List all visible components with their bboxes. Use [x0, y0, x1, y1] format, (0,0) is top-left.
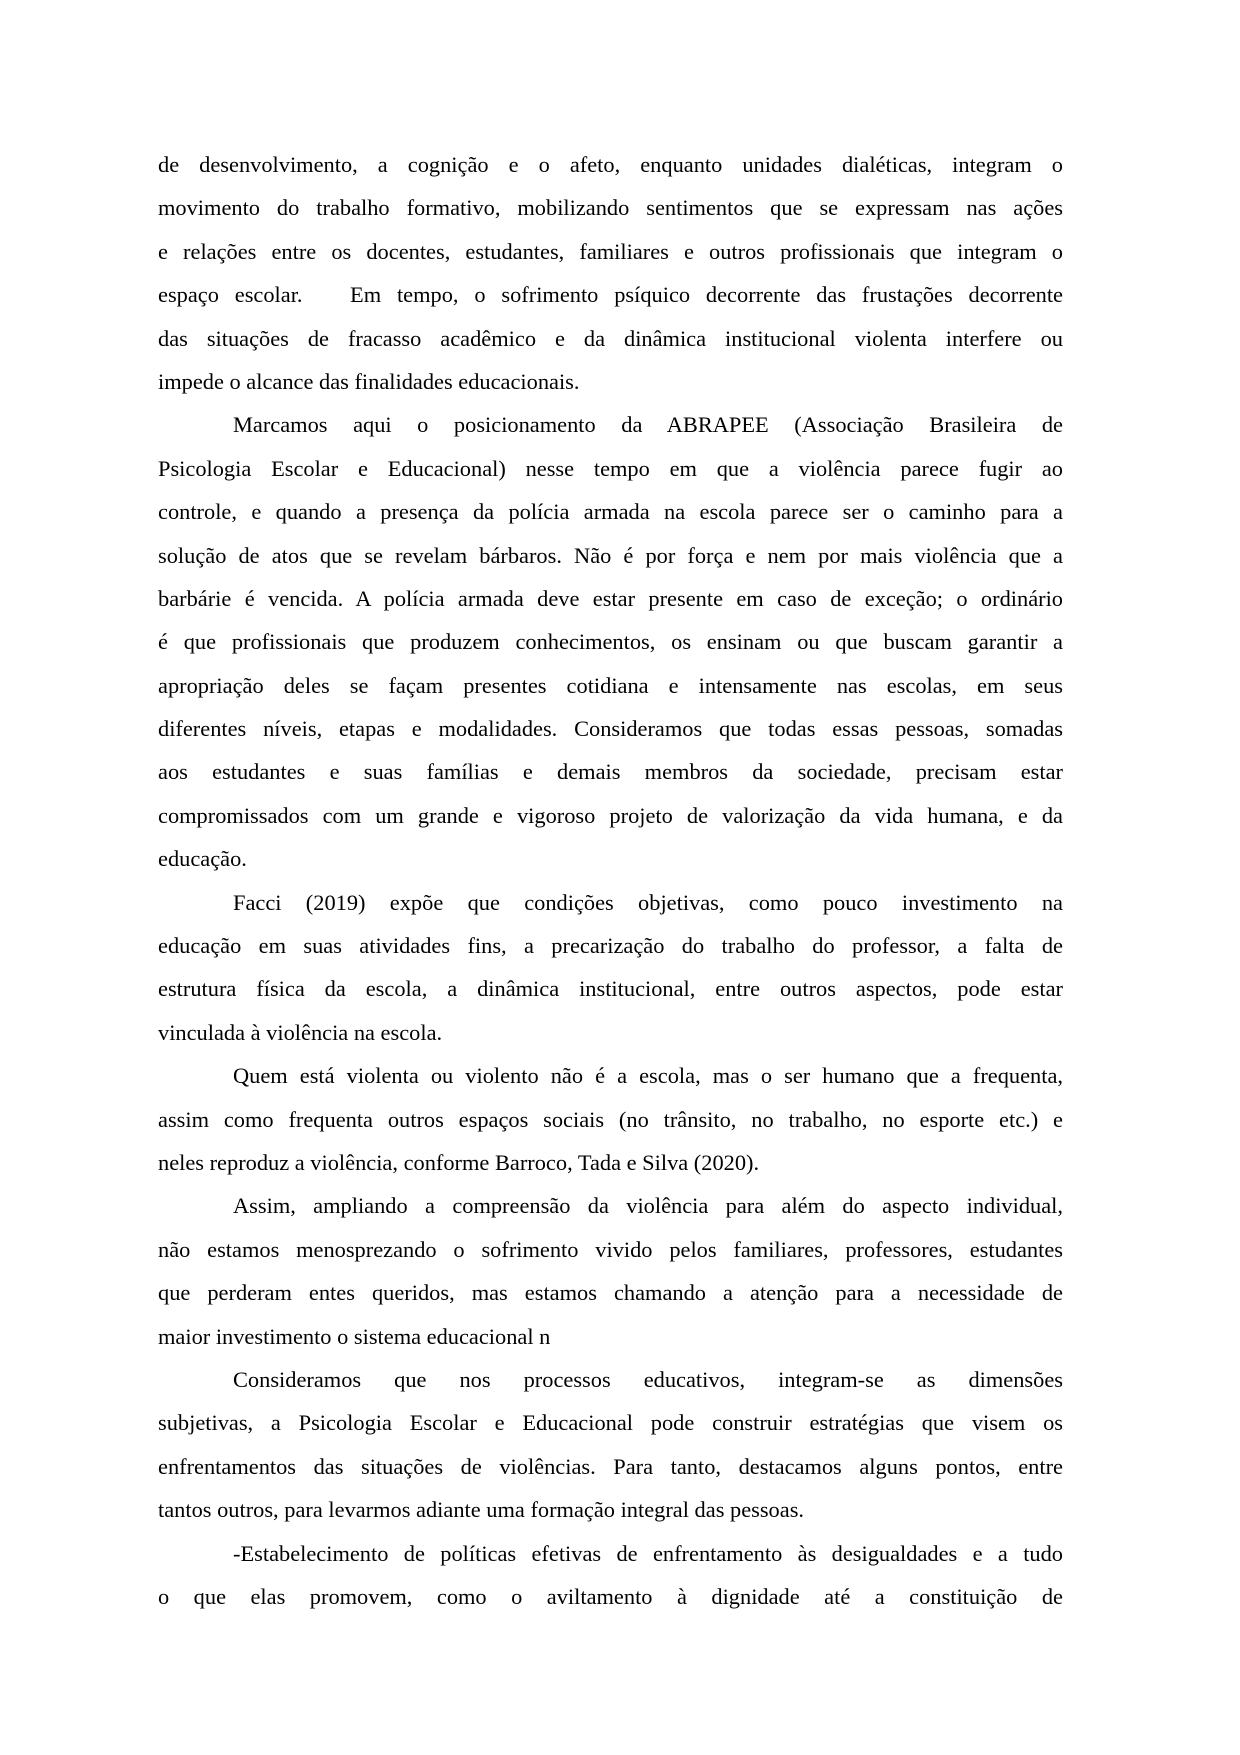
text-line: tantos outros, para levarmos adiante uma formação integral das pessoas. [158, 1497, 805, 1523]
text-line: e relações entre os docentes, estudantes, familiares e outros profissionais que integram o [158, 238, 1063, 264]
paragraph [158, 143, 1063, 403]
text-line: assim como frequenta outros espaços sociais (no trânsito, no trabalho, no esporte etc.) e [158, 1106, 1063, 1132]
text-line: educação. [158, 846, 247, 872]
text-line: enfrentamentos das situações de violências. Para tanto, destacamos alguns pontos, entre [158, 1453, 1063, 1479]
document-text-block [158, 143, 1063, 1618]
paragraph [158, 881, 1063, 1055]
text-line: diferentes níveis, etapas e modalidades. Consideramos que todas essas pessoas, somadas [158, 716, 1063, 742]
paragraph [158, 1054, 1063, 1184]
text-line: Assim, ampliando a compreensão da violência para além do aspecto individual, [233, 1193, 1063, 1219]
paragraph [158, 1532, 1063, 1619]
text-line: o que elas promovem, como o aviltamento à dignidade até a constituição de [158, 1583, 1063, 1609]
text-line: maior investimento o sistema educacional n [158, 1323, 551, 1349]
text-line: barbárie é vencida. A polícia armada deve estar presente em caso de exceção; o ordinário [158, 585, 1063, 611]
text-line: de desenvolvimento, a cognição e o afeto, enquanto unidades dialéticas, integram o [158, 152, 1063, 177]
text-line: Facci (2019) expõe que condições objetivas, como pouco investimento na [233, 889, 1063, 915]
text-line: neles reproduz a violência, conforme Barroco, Tada e Silva (2020). [158, 1149, 760, 1175]
text-line: estrutura física da escola, a dinâmica institucional, entre outros aspectos, pode estar [158, 976, 1063, 1002]
text-line: -Estabelecimento de políticas efetivas de enfrentamento às desigualdades e a tudo [233, 1540, 1063, 1566]
text-line: movimento do trabalho formativo, mobilizando sentimentos que se expressam nas ações [158, 195, 1063, 221]
text-line: aos estudantes e suas famílias e demais membros da sociedade, precisam estar [158, 759, 1063, 785]
text-line: controle, e quando a presença da polícia armada na escola parece ser o caminho para a [158, 499, 1063, 525]
text-line: não estamos menosprezando o sofrimento vivido pelos familiares, professores, estudantes [158, 1236, 1063, 1262]
text-line: educação em suas atividades fins, a precarização do trabalho do professor, a falta de [158, 933, 1063, 959]
text-line: Psicologia Escolar e Educacional) nesse tempo em que a violência parece fugir ao [158, 455, 1063, 481]
text-line: que perderam entes queridos, mas estamos chamando a atenção para a necessidade de [158, 1280, 1063, 1306]
text-line: apropriação deles se façam presentes cotidiana e intensamente nas escolas, em seus [158, 672, 1063, 698]
text-line: é que profissionais que produzem conhecimentos, os ensinam ou que buscam garantir a [158, 629, 1063, 655]
paragraph [158, 1184, 1063, 1358]
text-line: subjetivas, a Psicologia Escolar e Educacional pode construir estratégias que visem os [158, 1410, 1063, 1436]
paragraph [158, 1358, 1063, 1532]
text-line: compromissados com um grande e vigoroso projeto de valorização da vida humana, e da [158, 802, 1063, 828]
text-line: Quem está violenta ou violento não é a escola, mas o ser humano que a frequenta, [233, 1063, 1063, 1089]
text-line: vinculada à violência na escola. [158, 1019, 443, 1045]
text-line: solução de atos que se revelam bárbaros. Não é por força e nem por mais violência que a [158, 542, 1063, 568]
paragraph [158, 403, 1063, 880]
text-line: Marcamos aqui o posicionamento da ABRAPEE (Associação Brasileira de [233, 412, 1063, 438]
text-line: Consideramos que nos processos educativos, integram-se as dimensões [233, 1366, 1063, 1392]
text-line: das situações de fracasso acadêmico e da dinâmica institucional violenta interfere ou [158, 325, 1063, 351]
text-line: espaço escolar. Em tempo, o sofrimento psíquico decorrente das frustações decorrente [158, 282, 1063, 308]
text-line: impede o alcance das finalidades educacionais. [158, 368, 580, 394]
